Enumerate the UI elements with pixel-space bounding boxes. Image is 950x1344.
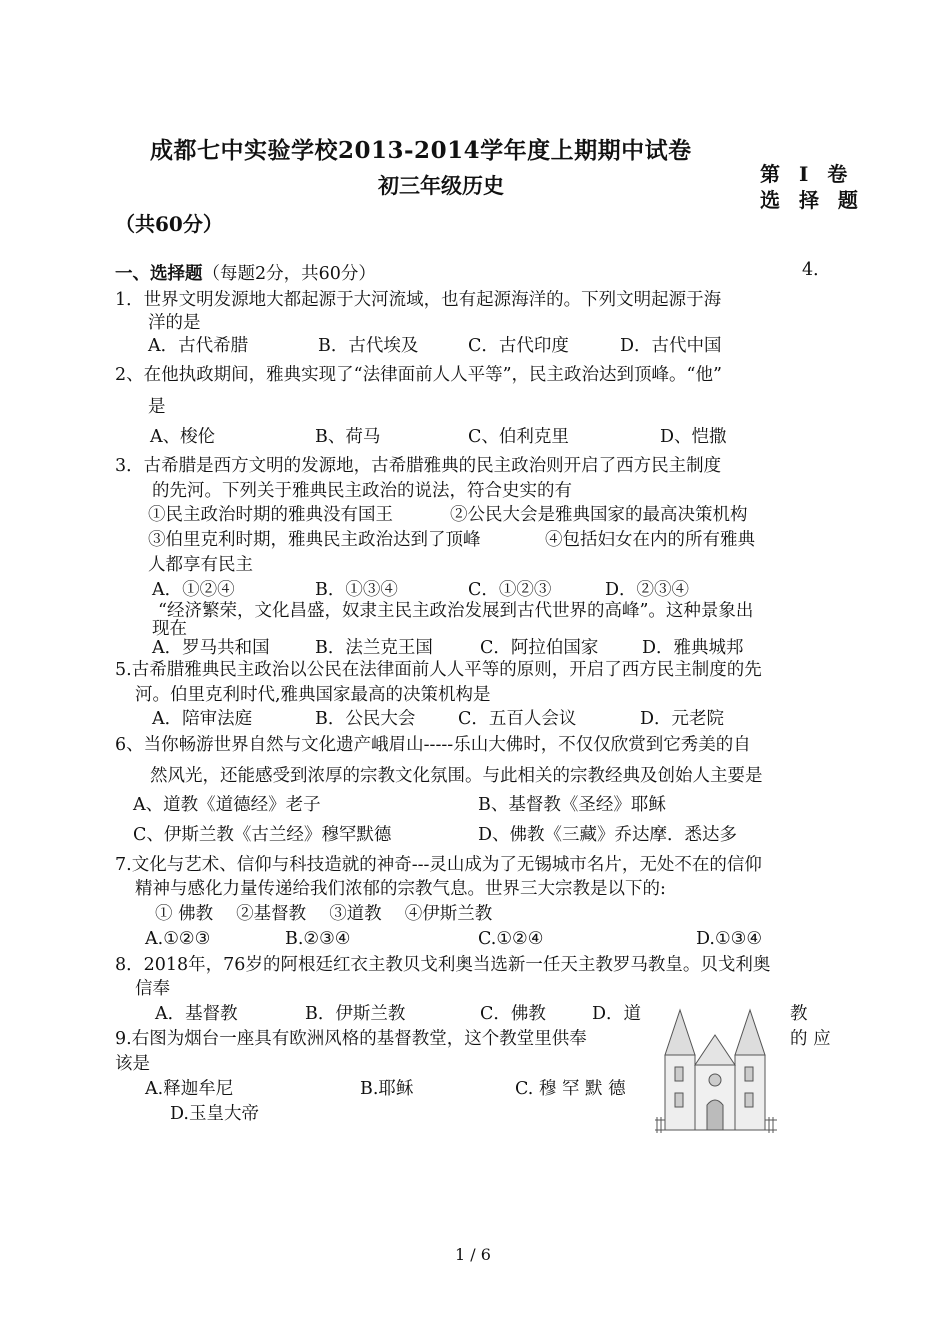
q7-option-c: C.①②④ [478, 929, 544, 949]
q5-option-b: B．公民大会 [315, 709, 416, 729]
q9-stem-line1: 9.右图为烟台一座具有欧洲风格的基督教堂，这个教堂里供奉 [115, 1029, 587, 1049]
page-number: 1 / 6 [455, 1245, 491, 1264]
q1-stem-line2: 洋的是 [148, 313, 201, 333]
q8-stem-line1: 8．2018年，76岁的阿根廷红衣主教贝戈利奥当选新一任天主教罗马教皇。贝戈利奥 [115, 955, 771, 975]
q3-option-b: B．①③④ [315, 580, 398, 600]
q7-stem-line1: 7.文化与艺术、信仰与科技造就的神奇---灵山成为了无锡城市名片，无处不在的信仰 [115, 855, 762, 875]
q8-option-d: D．道 [592, 1004, 642, 1024]
q7-items: ① 佛教 ②基督教 ③道教 ④伊斯兰教 [155, 904, 493, 924]
exam-subtitle: 初三年级历史 [378, 173, 504, 198]
q5-stem-line2: 河。伯里克利时代,雅典国家最高的决策机构是 [135, 685, 491, 705]
q1-option-d: D．古代中国 [620, 336, 722, 356]
section-heading-label: 一、选择题 [115, 264, 203, 284]
q8-option-a: A．基督教 [155, 1004, 238, 1024]
q2-stem-line1: 2、在他执政期间，雅典实现了“法律面前人人平等”，民主政治达到顶峰。“他” [115, 365, 722, 385]
q2-option-a: A、梭伦 [150, 427, 216, 447]
q6-option-b: B、基督教《圣经》耶稣 [478, 795, 666, 815]
q7-option-d: D.①③④ [696, 929, 763, 949]
q3-option-c: C．①②③ [468, 580, 552, 600]
q4-option-a: A．罗马共和国 [152, 638, 270, 658]
q3-item-2: ②公民大会是雅典国家的最高决策机构 [450, 505, 748, 525]
q8-option-c: C．佛教 [480, 1004, 546, 1024]
q9-option-d: D.玉皇大帝 [170, 1104, 259, 1124]
q5-option-a: A．陪审法庭 [152, 709, 253, 729]
q2-option-d: D、恺撒 [660, 427, 727, 447]
q1-option-a: A．古代希腊 [148, 336, 249, 356]
q6-option-c: C、伊斯兰教《古兰经》穆罕默德 [133, 825, 392, 845]
volume-label: 第 Ⅰ 卷 [760, 162, 854, 186]
q6-option-a: A、道教《道德经》老子 [133, 795, 321, 815]
q3-item-1: ①民主政治时期的雅典没有国王 [148, 505, 393, 525]
q9-stem-line2: 该是 [115, 1054, 150, 1074]
q3-item-4: ④包括妇女在内的所有雅典 [545, 530, 755, 550]
q9-option-b: B.耶稣 [360, 1079, 414, 1099]
q4-stem-line2: 现在 [152, 619, 187, 639]
q1-option-b: B．古代埃及 [318, 336, 419, 356]
q3-stem-line2: 的先河。下列关于雅典民主政治的说法，符合史实的有 [152, 481, 572, 501]
q3-stem-line1: 3．古希腊是西方文明的发源地，古希腊雅典的民主政治则开启了西方民主制度 [115, 456, 722, 476]
q8-option-d-tail: 教 [790, 1004, 808, 1024]
church-illustration [655, 1005, 777, 1135]
q5-option-c: C．五百人会议 [458, 709, 577, 729]
q1-option-c: C．古代印度 [468, 336, 569, 356]
q3-item-3: ③伯里克利时期，雅典民主政治达到了顶峰 [148, 530, 481, 550]
q9-stem-line1-tail: 的 应 [790, 1029, 831, 1049]
total-score: （共60分） [115, 212, 223, 236]
q9-option-a: A.释迦牟尼 [145, 1079, 234, 1099]
q4-number: 4． [802, 260, 831, 280]
q2-option-b: B、荷马 [315, 427, 381, 447]
q4-option-d: D．雅典城邦 [642, 638, 744, 658]
q3-option-a: A．①②④ [152, 580, 235, 600]
q7-option-b: B.②③④ [285, 929, 351, 949]
q4-option-c: C．阿拉伯国家 [480, 638, 599, 658]
exam-title: 成都七中实验学校2013-2014学年度上期期中试卷 [150, 137, 692, 164]
q6-option-d: D、佛教《三藏》乔达摩．悉达多 [478, 825, 738, 845]
q2-option-c: C、伯利克里 [468, 427, 569, 447]
q4-stem-line1: “经济繁荣，文化昌盛，奴隶主民主政治发展到古代世界的高峰”。这种景象出 [158, 601, 754, 621]
q7-option-a: A.①②③ [145, 929, 211, 949]
q3-item-4-cont: 人都享有民主 [148, 555, 253, 575]
section-heading [115, 262, 376, 286]
q6-stem-line2: 然风光，还能感受到浓厚的宗教文化氛围。与此相关的宗教经典及创始人主要是 [150, 766, 763, 786]
q2-stem-line2: 是 [148, 397, 166, 417]
q4-option-b: B．法兰克王国 [315, 638, 433, 658]
q7-stem-line2: 精神与感化力量传递给我们浓郁的宗教气息。世界三大宗教是以下的: [135, 879, 666, 899]
q6-stem-line1: 6、当你畅游世界自然与文化遗产峨眉山-----乐山大佛时，不仅仅欣赏到它秀美的自 [115, 735, 751, 755]
section-type-label: 选 择 题 [760, 188, 864, 212]
q9-option-c: C. 穆 罕 默 德 [515, 1079, 626, 1099]
q5-stem-line1: 5.古希腊雅典民主政治以公民在法律面前人人平等的原则，开启了西方民主制度的先 [115, 660, 762, 680]
q8-stem-line2: 信奉 [135, 979, 170, 999]
q3-option-d: D．②③④ [605, 580, 690, 600]
q1-stem-line1: 1．世界文明发源地大都起源于大河流域，也有起源海洋的。下列文明起源于海 [115, 290, 722, 310]
q8-option-b: B．伊斯兰教 [305, 1004, 406, 1024]
q5-option-d: D．元老院 [640, 709, 725, 729]
section-heading-note: （每题2分，共60分） [202, 264, 376, 284]
